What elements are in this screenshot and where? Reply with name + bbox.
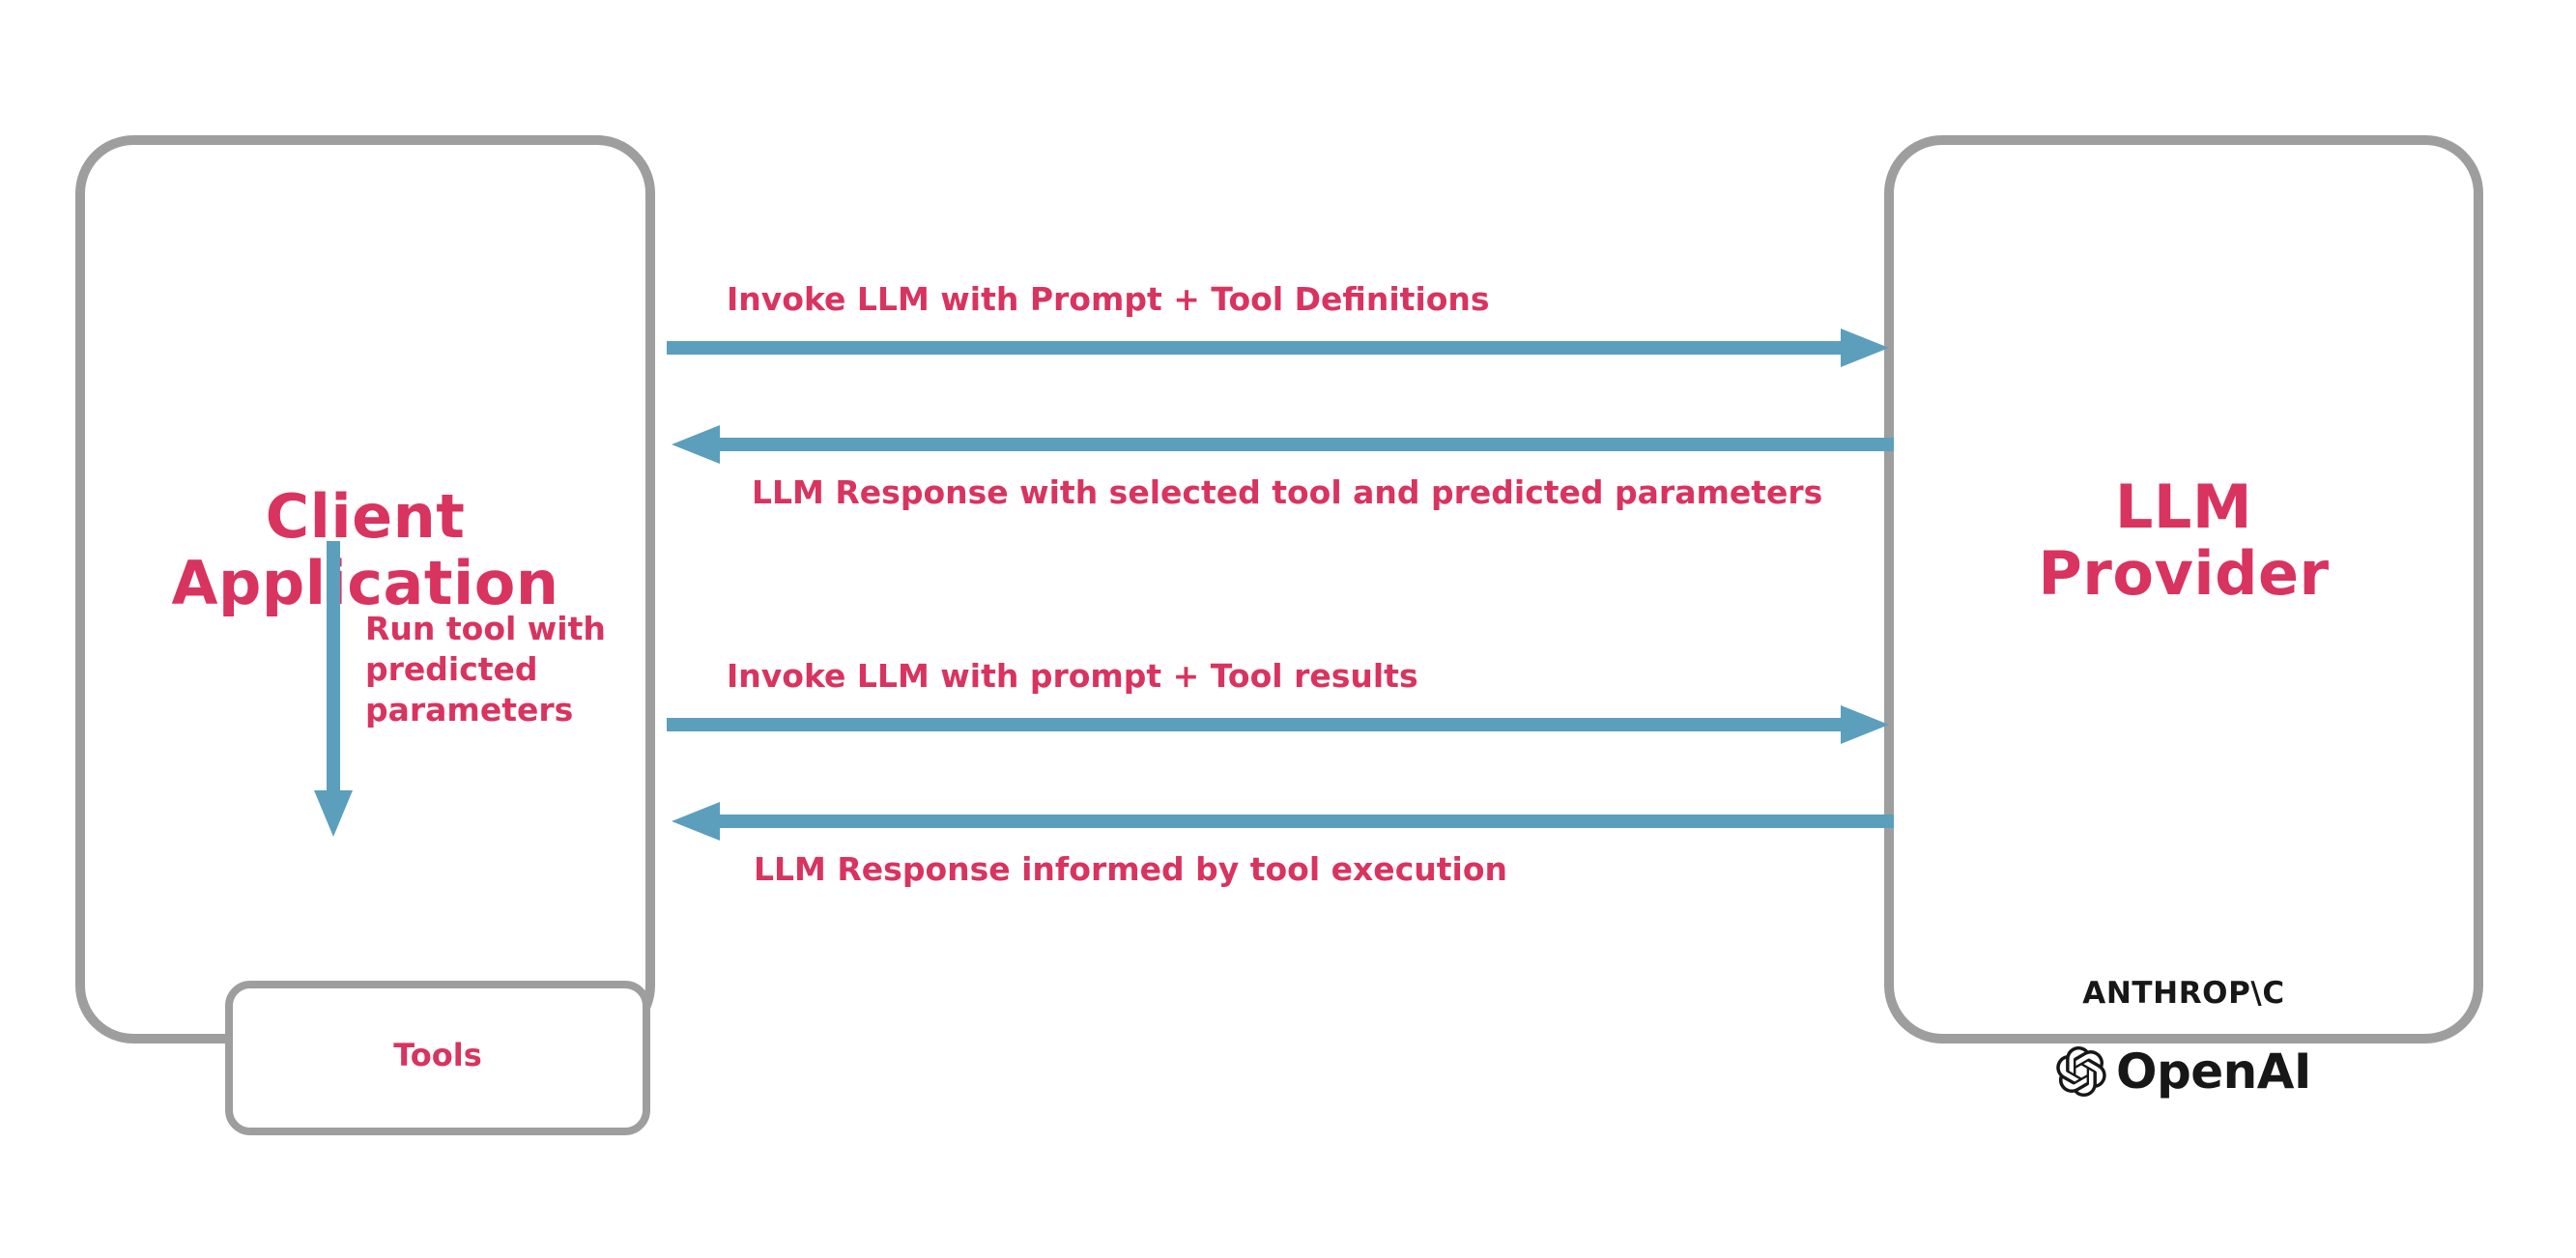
arrow-label-llm-response-selected-tool: LLM Response with selected tool and predicted parameters	[752, 473, 1823, 511]
client-application-title-line1: Client	[265, 481, 466, 552]
arrow-run-tool-with-predicted-parameters	[314, 541, 353, 841]
llm-provider-title	[1894, 473, 2474, 608]
arrow-label-llm-response-informed-by-tool: LLM Response informed by tool execution	[754, 850, 1507, 888]
openai-wordmark: OpenAI	[2115, 1044, 2312, 1100]
llm-provider-title-line1: LLM	[2114, 472, 2253, 542]
anthropic-logo-icon: ANTHROP\C	[2082, 976, 2285, 1011]
openai-glyph-icon	[2056, 1046, 2106, 1097]
tools-node	[225, 981, 650, 1135]
client-application-node	[75, 135, 655, 1073]
arrow-invoke-llm-tool-definitions	[667, 329, 1894, 367]
llm-provider-title-line2: Provider	[2038, 538, 2330, 610]
openai-logo-icon	[1894, 1044, 2474, 1100]
llm-provider-node	[1884, 135, 2483, 1100]
client-application-title-line2: Application	[171, 548, 559, 619]
arrow-llm-response-selected-tool	[667, 425, 1894, 464]
arrow-label-invoke-llm-tool-definitions: Invoke LLM with Prompt + Tool Definitions	[727, 280, 1490, 318]
client-application-title	[85, 483, 645, 617]
arrow-label-run-tool-with-predicted-parameters: Run tool with predicted parameters	[365, 610, 606, 729]
arrow-llm-response-informed-by-tool	[667, 802, 1894, 841]
arrow-label-invoke-llm-tool-results: Invoke LLM with prompt + Tool results	[727, 657, 1418, 695]
tools-label: Tools	[393, 1037, 482, 1073]
arrow-invoke-llm-tool-results	[667, 705, 1894, 744]
